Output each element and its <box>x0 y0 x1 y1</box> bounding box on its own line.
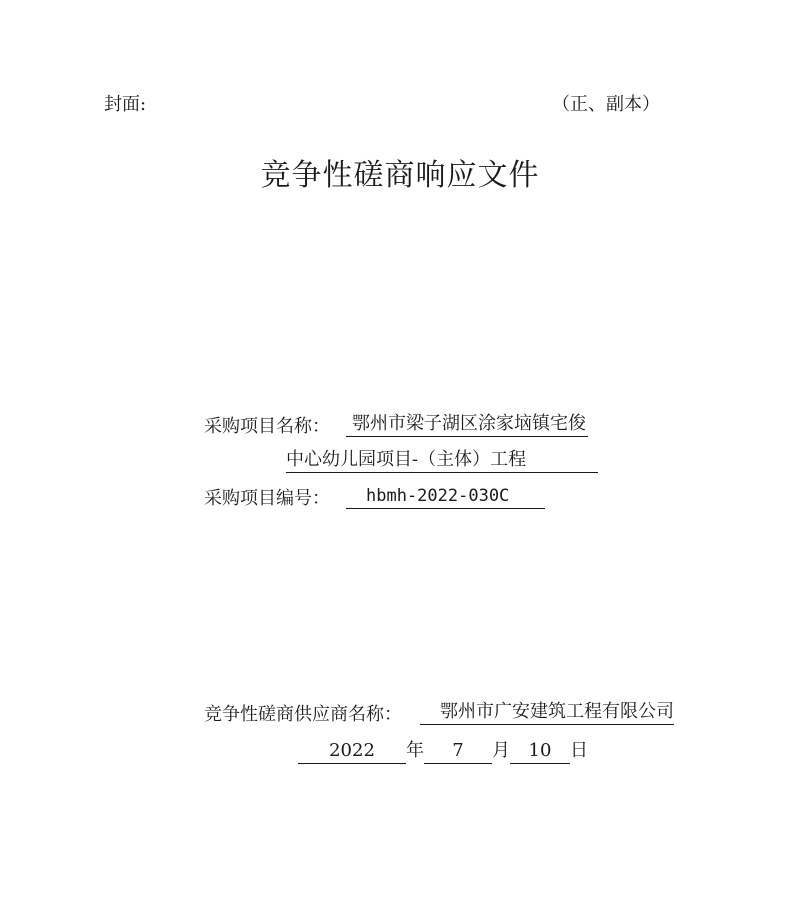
document-title: 竞争性磋商响应文件 <box>260 158 540 193</box>
date-year-unit: 年 <box>406 740 424 761</box>
date-day-unit: 日 <box>570 740 588 761</box>
project-code-label: 采购项目编号： <box>204 488 330 509</box>
project-name-line1 <box>346 412 588 437</box>
project-code-text: hbmh-2022-030C <box>346 484 545 509</box>
supplier-label: 竞争性磋商供应商名称： <box>204 704 402 725</box>
supplier-name-text: 鄂州市广安建筑工程有限公司 <box>420 700 674 725</box>
project-name-line2 <box>286 448 598 473</box>
date-month-unit: 月 <box>492 740 510 761</box>
copy-type-label: （正、副本） <box>552 94 660 115</box>
cover-label: 封面: <box>104 94 147 115</box>
supplier-name <box>420 700 674 725</box>
project-code <box>346 484 545 509</box>
project-name-line2-text: 中心幼儿园项目-（主体）工程 <box>286 448 598 473</box>
project-name-label: 采购项目名称： <box>204 416 330 437</box>
date-month: 7 <box>424 739 492 764</box>
date-row <box>298 736 588 764</box>
date-year: 2022 <box>298 739 406 764</box>
project-name-line1-text: 鄂州市梁子湖区涂家垴镇宅俊 <box>346 412 588 437</box>
date-day: 10 <box>510 739 570 764</box>
